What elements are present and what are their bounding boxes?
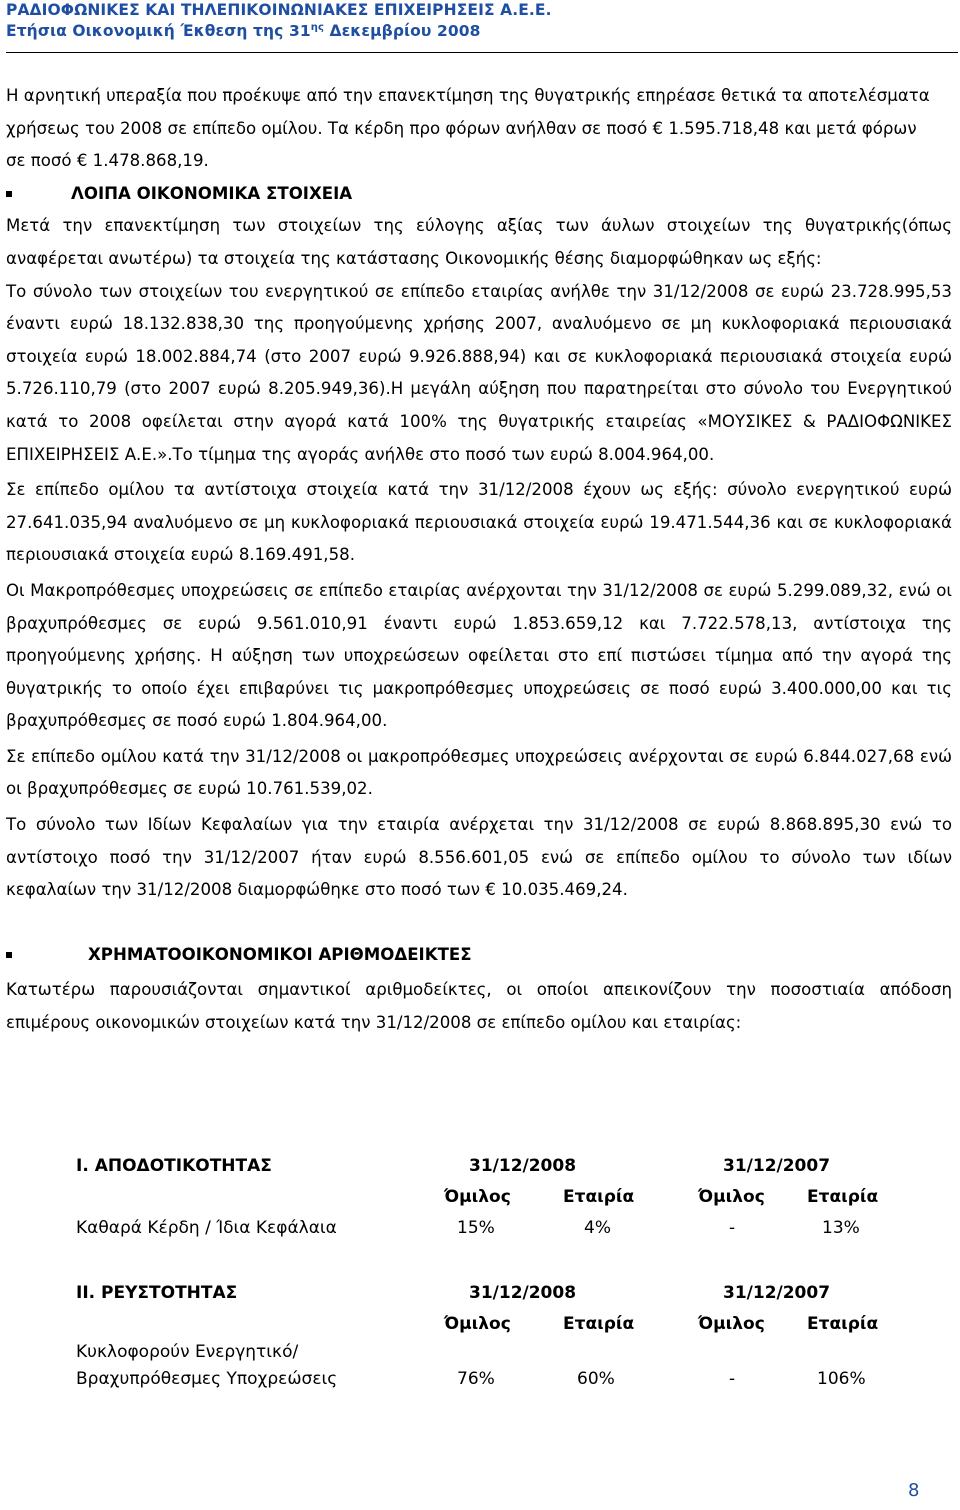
ratio-label: Κυκλοφορούν Ενεργητικό/: [76, 1342, 299, 1362]
company-name: ΡΑΔΙΟΦΩΝΙΚΕΣ ΚΑΙ ΤΗΛΕΠΙΚΟΙΝΩΝΙΑΚΕΣ ΕΠΙΧΕΙΡΗΣΕΙΣ Α.Ε.Ε.: [6, 1, 552, 19]
header-rule: [6, 52, 958, 53]
column-date: 31/12/2007: [723, 1156, 831, 1176]
ratio-label: Καθαρά Κέρδη / Ίδια Κεφάλαια: [76, 1218, 337, 1238]
column-header-company: Εταιρία: [807, 1314, 879, 1334]
ratio-value: 15%: [457, 1218, 495, 1238]
section-heading-ratios: ΧΡΗΜΑΤΟΟΙΚΟΝΟΜΙΚΟΙ ΑΡΙΘΜΟΔΕΙΚΤΕΣ: [6, 939, 952, 972]
column-header-group: Όμιλος: [698, 1314, 765, 1334]
section-heading-other-financials: ΛΟΙΠΑ ΟΙΚΟΝΟΜΙΚΑ ΣΤΟΙΧΕΙΑ: [6, 178, 952, 211]
document-body: [6, 80, 952, 1040]
ratio-value: 76%: [457, 1369, 495, 1389]
column-header-company: Εταιρία: [807, 1187, 879, 1207]
paragraph: Σε επίπεδο ομίλου τα αντίστοιχα στοιχεία κατά την 31/12/2008 έχουν ως εξής: σύνολο ενεργητικού ευρώ 27.641.035,94 αναλυόμενο σε μη κυκλοφοριακά περιουσιακά στοιχεία ευρώ 19.471.544,36 και σε κυκλοφοριακά περιουσιακά στοιχεία ευρώ 8.169.491,58.: [6, 480, 952, 565]
column-date: 31/12/2007: [723, 1283, 831, 1303]
report-title: Ετήσια Οικονομική Έκθεση της $31^{\eta\varsigma}$ Δεκεμβρίου 2008: [6, 21, 481, 40]
column-header-company: Εταιρία: [563, 1187, 635, 1207]
column-header-company: Εταιρία: [563, 1314, 635, 1334]
ratio-value: 13%: [822, 1218, 860, 1238]
paragraph: Μετά την επανεκτίμηση των στοιχείων της εύλογης αξίας των άυλων στοιχείων της θυγατρικής(όπως αναφέρεται ανωτέρω) τα στοιχεία της κατάστασης Οικονομικής θέσης διαμορφώθηκαν ως εξής:: [6, 216, 952, 268]
ratio-table-profitability: [76, 1151, 879, 1244]
paragraph: Οι Μακροπρόθεσμες υποχρεώσεις σε επίπεδο εταιρίας ανέρχονται την 31/12/2008 σε ευρώ 5.299.089,32, ενώ οι βραχυπρόθεσμες σε ευρώ 9.561.010,91 έναντι ευρώ 1.853.659,12 και 7.722.578,13, αντίστοιχα της προηγούμενης χρήσης. Η αύξηση των υποχρεώσεων οφείλεται στο επί πιστώσει τίμημα από την αγορά της θυγατρικής το οποίο έχει επιβαρύνει τις μακροπρόθεσμες υποχρεώσεις σε ποσό ευρώ 3.400.000,00 και τις βραχυπρόθεσμες σε ποσό ευρώ 1.804.964,00.: [6, 580, 952, 731]
column-header-group: Όμιλος: [444, 1187, 511, 1207]
ratio-value: 60%: [577, 1369, 615, 1389]
column-date: 31/12/2008: [469, 1156, 577, 1176]
ratio-table-liquidity: [76, 1278, 879, 1395]
column-date: 31/12/2008: [469, 1283, 577, 1303]
intro-line-3: σε ποσό € 1.478.868,19.: [6, 151, 209, 171]
paragraph: Κατωτέρω παρουσιάζονται σημαντικοί αριθμοδείκτες, οι οποίοι απεικονίζουν την ποσοστιαία απόδοση επιμέρους οικονομικών στοιχείων κατά την 31/12/2008 σε επίπεδο ομίλου και εταιρίας:: [6, 980, 952, 1033]
ratio-group-title: Ι. ΑΠΟΔΟΤΙΚΟΤΗΤΑΣ: [76, 1156, 272, 1176]
intro-line-1: Η αρνητική υπεραξία που προέκυψε από την επανεκτίμηση της θυγατρικής επηρέασε θετικά τα αποτελέσματα: [6, 86, 930, 105]
ratio-value: -: [729, 1218, 736, 1238]
page-header: [6, 0, 946, 42]
ratio-value: 106%: [817, 1369, 866, 1389]
ratio-value: -: [729, 1369, 736, 1389]
square-bullet-icon: [6, 952, 12, 958]
paragraph: Το σύνολο των Ιδίων Κεφαλαίων για την εταιρία ανέρχεται την 31/12/2008 σε ευρώ 8.868.895,30 ενώ το αντίστοιχο ποσό την 31/12/2007 ήταν ευρώ 8.556.601,05 ενώ σε επίπεδο ομίλου το σύνολο των ιδίων κεφαλαίων την 31/12/2008 διαμορφώθηκε στο ποσό των € 10.035.469,24.: [6, 815, 952, 900]
ratio-label: Βραχυπρόθεσμες Υποχρεώσεις: [76, 1369, 338, 1389]
ratio-value: 4%: [584, 1218, 611, 1238]
paragraph: Σε επίπεδο ομίλου κατά την 31/12/2008 οι μακροπρόθεσμες υποχρεώσεις ανέρχονται σε ευρώ 6.844.027,68 ενώ οι βραχυπρόθεσμες σε ευρώ 10.761.539,02.: [6, 746, 952, 799]
column-header-group: Όμιλος: [444, 1314, 511, 1334]
column-header-group: Όμιλος: [698, 1187, 765, 1207]
intro-line-2: χρήσεως του 2008 σε επίπεδο ομίλου. Τα κέρδη προ φόρων ανήλθαν σε ποσό € 1.595.718,48 και μετά φόρων: [6, 118, 917, 138]
paragraph: Το σύνολο των στοιχείων του ενεργητικού σε επίπεδο εταιρίας ανήλθε την 31/12/2008 σε ευρώ 23.728.995,53 έναντι ευρώ 18.132.838,30 της προηγούμενης χρήσης 2007, αναλυόμενο σε μη κυκλοφοριακά περιουσιακά στοιχεία ευρώ 18.002.884,74 (στο 2007 ευρώ 9.926.888,94) και σε κυκλοφοριακά περιουσιακά στοιχεία ευρώ 5.726.110,79 (στο 2007 ευρώ 8.205.949,36).Η μεγάλη αύξηση που παρατηρείται στο σύνολο του Ενεργητικού κατά το 2008 οφείλεται στην αγορά κατά 100% της θυγατρικής εταιρείας «ΜΟΥΣΙΚΕΣ & ΡΑΔΙΟΦΩΝΙΚΕΣ ΕΠΙΧΕΙΡΗΣΕΙΣ Α.Ε.».Το τίμημα της αγοράς ανήλθε στο ποσό των ευρώ 8.004.964,00.: [6, 281, 952, 464]
ratio-group-title: ΙΙ. ΡΕΥΣΤΟΤΗΤΑΣ: [76, 1283, 238, 1303]
square-bullet-icon: [6, 191, 12, 197]
page-number: 8: [908, 1480, 920, 1501]
